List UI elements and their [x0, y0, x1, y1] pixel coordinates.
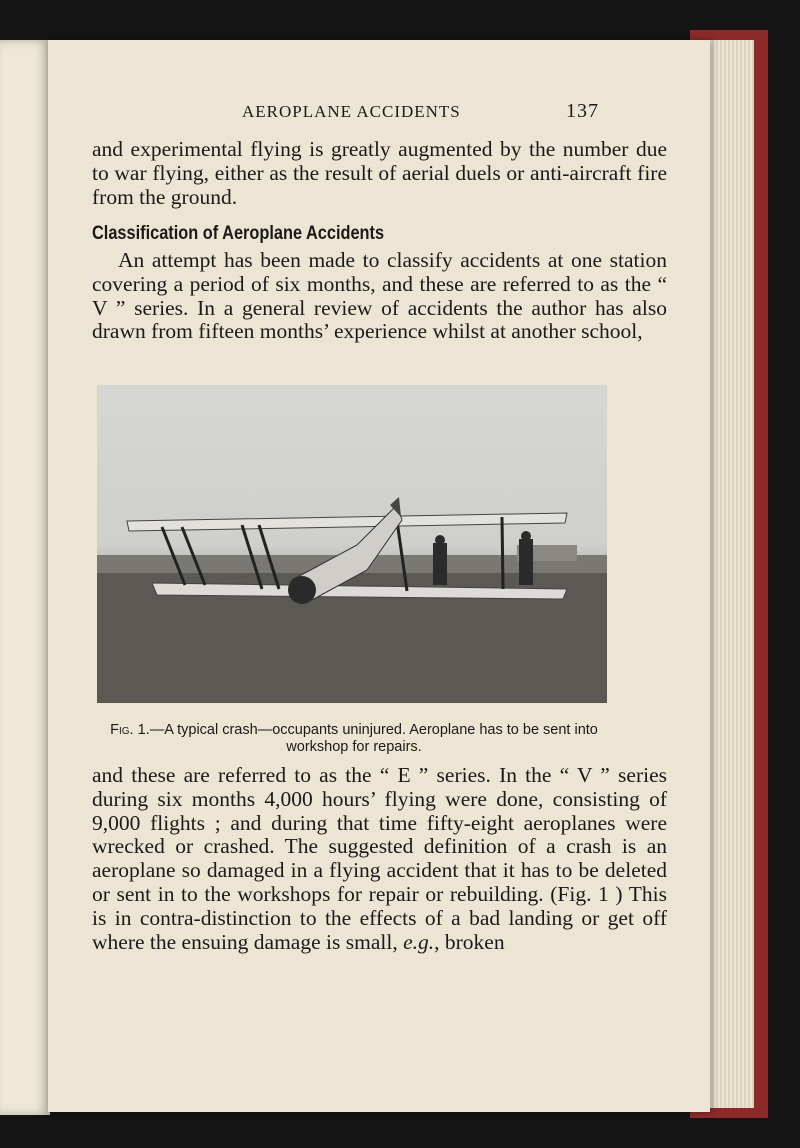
paragraph-3-italic: e.g. [403, 929, 435, 954]
paragraph-3-text [92, 764, 667, 954]
paragraph-3-text-a: and these are referred to as the “ E ” series. In the “ V ” series during six months 4,000 hours’ flying were done, consisting of 9,000 flights ; and during that time fifty-eight aeroplanes were wrecked or crashed. The suggested definition of a crash is an aeroplane so damaged in a flying accident that it has to be deleted or sent in to the workshops for repair or rebuilding. (Fig. 1 ) This is in contra-distinction to the effects of a bad landing or get off where the ensuing damage is small, [92, 763, 667, 954]
paragraph-1-text: and experimental flying is greatly augmented by the number due to war flying, either as the result of aerial duels or anti-aircraft fire from the ground. [92, 137, 667, 209]
paragraph-2 [92, 249, 667, 344]
paragraph-3 [92, 764, 667, 954]
paragraph-3-text-b: , broken [434, 929, 505, 954]
paragraph-2-text: An attempt has been made to classify accidents at one station covering a period of six months, and these are referred to as the “ V ” series. In a general review of accidents the author has also drawn from fifteen months’ experience whilst at another school, [92, 248, 667, 344]
running-title: AEROPLANE ACCIDENTS [242, 102, 461, 121]
page-number: 137 [566, 100, 599, 122]
person-left [433, 543, 447, 585]
biplane-crash-image [97, 385, 607, 703]
book-page [48, 40, 710, 1112]
figure-caption [104, 722, 604, 756]
person-right [519, 539, 533, 585]
figure-caption-text: —A typical crash—occupants uninjured. Aeroplane has to be sent into workshop for repairs. [149, 722, 598, 755]
section-heading: Classification of Aeroplane Accidents [92, 223, 385, 244]
engine-nose [288, 576, 316, 604]
crash-photograph [97, 385, 607, 703]
facing-page-edge [0, 40, 50, 1115]
figure-label: Fig. 1. [110, 722, 150, 738]
paragraph-1 [92, 138, 667, 209]
